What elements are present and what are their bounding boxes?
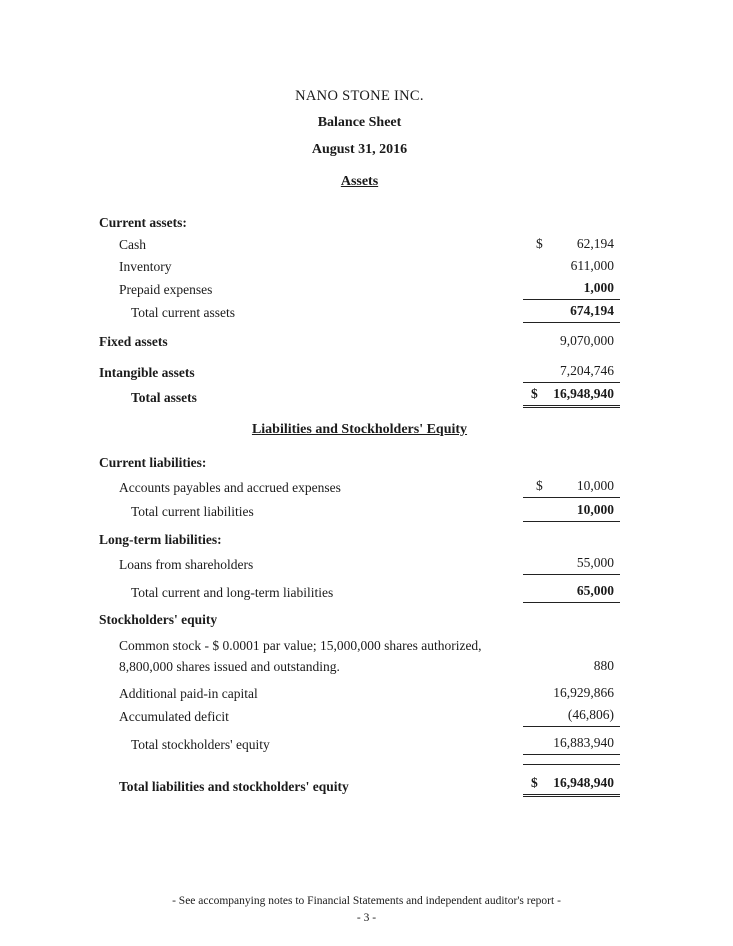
row-loans-from-shareholders: [99, 552, 620, 575]
currency-symbol: $: [531, 775, 538, 790]
row-label: Total current and long-term liabilities: [131, 585, 334, 600]
row-total-current-liabilities: [99, 499, 620, 522]
row-amount: 9,070,000: [560, 333, 614, 348]
row-value-cell: [523, 277, 620, 300]
row-amount: 16,929,866: [553, 685, 614, 700]
common-stock-line2: 8,800,000 shares issued and outstanding.: [119, 659, 340, 674]
row-label: Total liabilities and stockholders' equity: [119, 779, 349, 794]
row-label: Additional paid-in capital: [119, 686, 258, 701]
row-intangible-assets: [99, 360, 620, 383]
row-amount: 10,000: [576, 478, 614, 493]
row-accumulated-deficit: [99, 704, 620, 727]
row-amount: 16,883,940: [553, 735, 614, 750]
row-value-cell: [523, 233, 620, 255]
row-value-cell: [523, 655, 620, 677]
row-label: Fixed assets: [99, 334, 168, 349]
row-value-cell: [523, 360, 620, 383]
row-value-cell: [523, 682, 620, 704]
row-value-cell: [523, 255, 620, 277]
longterm-liabilities-heading: Long-term liabilities:: [99, 532, 222, 547]
common-stock-line1: Common stock - $ 0.0001 par value; 15,000,000 shares authorized,: [119, 638, 482, 653]
row-label: Total stockholders' equity: [131, 737, 270, 752]
row-additional-paid-in-capital: [99, 682, 620, 704]
page-number: - 3 -: [356, 912, 377, 924]
row-value-cell: [523, 330, 620, 352]
stockholders-equity-heading: Stockholders' equity: [99, 612, 218, 627]
row-amount: 55,000: [576, 555, 614, 570]
row-amount: 880: [593, 658, 614, 673]
row-label: Total current assets: [131, 305, 236, 320]
current-liabilities-heading: Current liabilities:: [99, 455, 207, 470]
row-amount: 7,204,746: [560, 363, 614, 378]
current-assets-heading: Current assets:: [99, 215, 187, 230]
row-total-stockholders-equity: [99, 732, 620, 755]
row-value-cell: [523, 300, 620, 323]
liabilities-section-heading: Liabilities and Stockholders' Equity: [251, 422, 468, 437]
row-amount: 611,000: [570, 258, 614, 273]
row-label: Accounts payables and accrued expenses: [119, 480, 341, 495]
currency-symbol: $: [536, 478, 543, 493]
row-label: Loans from shareholders: [119, 557, 254, 572]
currency-symbol: $: [531, 386, 538, 401]
row-label: Accumulated deficit: [119, 709, 229, 724]
row-amount: 16,948,940: [553, 386, 614, 401]
row-label: [99, 635, 523, 677]
row-value-cell: [523, 552, 620, 575]
row-label: Total current liabilities: [131, 504, 254, 519]
row-cash: [99, 233, 620, 255]
row-value-cell: [523, 704, 620, 727]
row-amount: 65,000: [576, 583, 614, 598]
document-header: [99, 88, 620, 158]
row-inventory: [99, 255, 620, 277]
row-total-current-assets: [99, 300, 620, 323]
row-value-cell: [523, 499, 620, 522]
row-label: Total assets: [131, 390, 197, 405]
row-accounts-payable: [99, 475, 620, 498]
row-total-liabilities-and-equity: [99, 764, 620, 797]
row-fixed-assets: [99, 330, 620, 352]
currency-symbol: $: [536, 236, 543, 251]
row-common-stock: [99, 635, 620, 677]
document-title: Balance Sheet: [317, 115, 402, 130]
page-footer: [0, 894, 733, 926]
row-amount: 62,194: [576, 236, 614, 251]
row-value-cell: [523, 475, 620, 498]
row-value-cell: [523, 580, 620, 603]
company-name: NANO STONE INC.: [295, 88, 424, 104]
statement-date: August 31, 2016: [311, 142, 408, 157]
row-label: Intangible assets: [99, 365, 195, 380]
row-amount: (46,806): [567, 707, 614, 722]
row-amount: 1,000: [583, 280, 614, 295]
footer-note: - See accompanying notes to Financial Statements and independent auditor's report -: [172, 895, 561, 907]
row-label: Prepaid expenses: [119, 282, 213, 297]
row-amount: 16,948,940: [553, 775, 614, 790]
row-label: Inventory: [119, 259, 172, 274]
row-label: Cash: [119, 237, 146, 252]
row-amount: 10,000: [576, 502, 614, 517]
row-value-cell: [523, 764, 620, 797]
row-amount: 674,194: [570, 303, 614, 318]
assets-section-heading: Assets: [340, 174, 379, 189]
row-total-assets: [99, 383, 620, 408]
row-value-cell: [523, 383, 620, 408]
row-prepaid-expenses: [99, 277, 620, 300]
row-total-current-and-longterm-liabilities: [99, 580, 620, 603]
row-value-cell: [523, 732, 620, 755]
